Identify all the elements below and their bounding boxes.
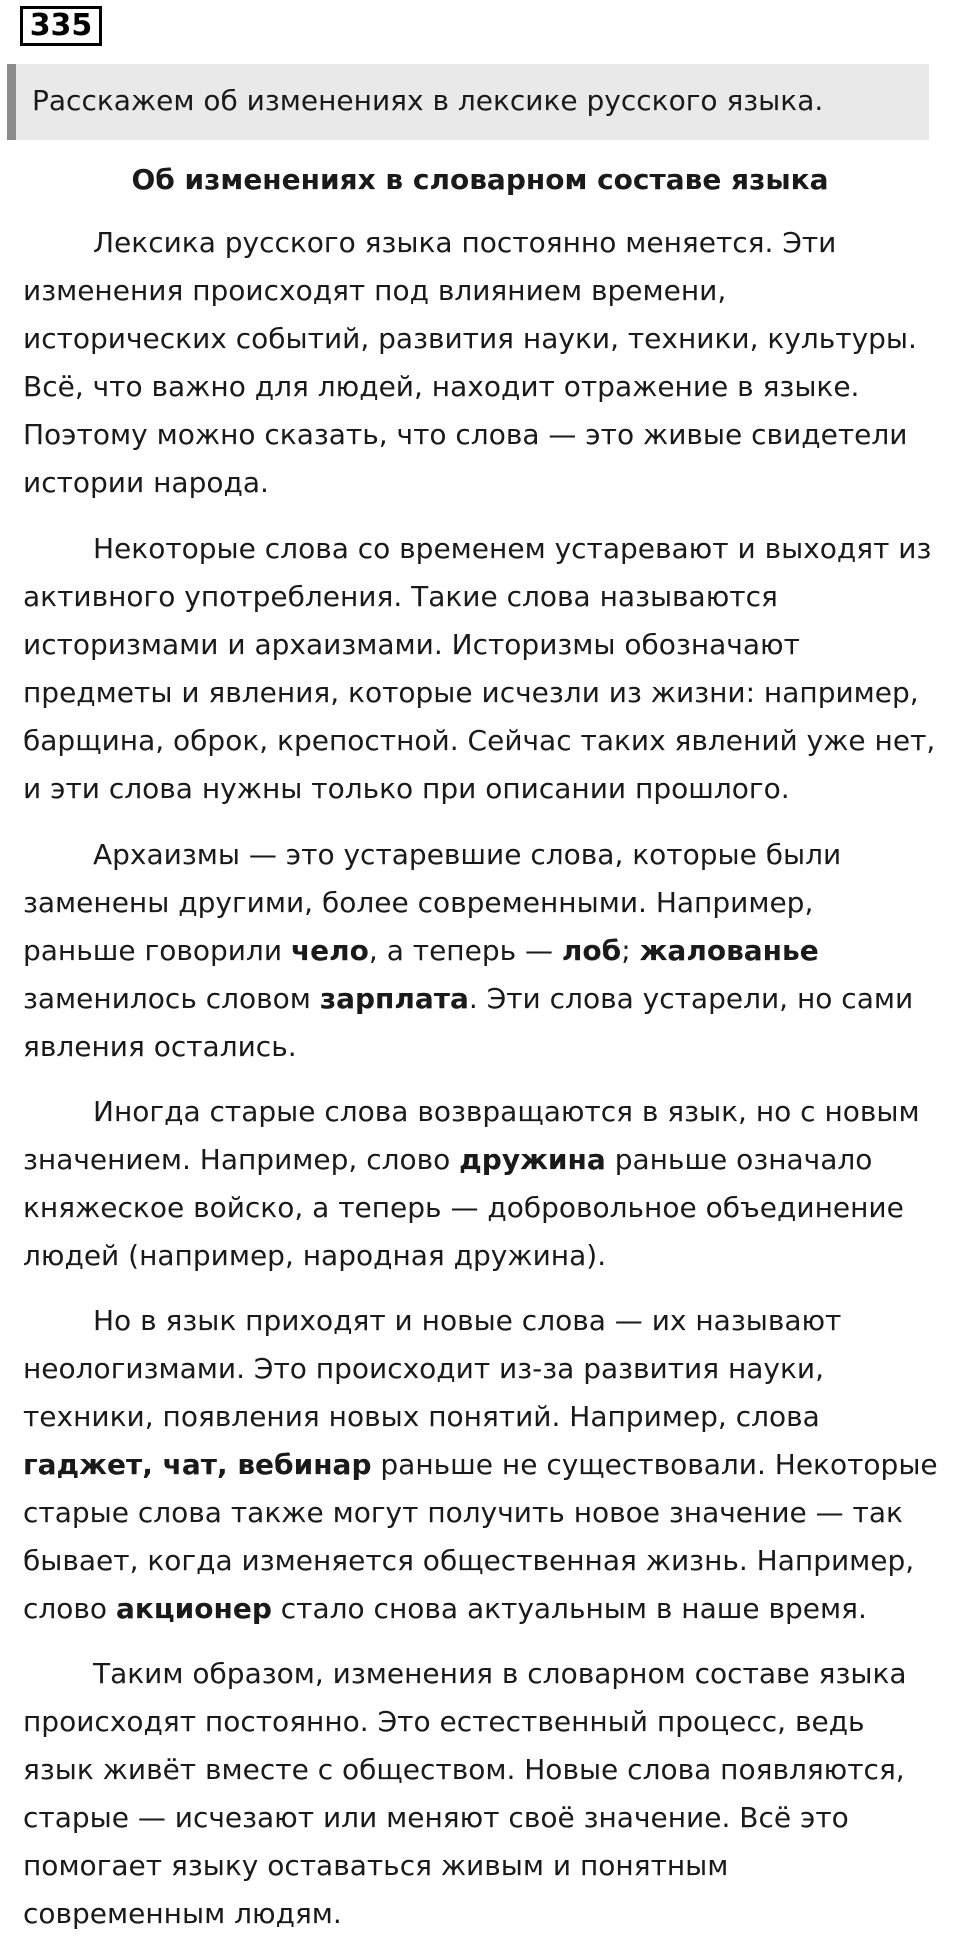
bold-term: акционер [115,1592,272,1625]
paragraph-1 [23,219,933,507]
text-line: Иногда старые слова возвращаются в язык, но с новым [93,1095,920,1128]
text-line: исторических событий, развития науки, техники, культуры. [23,322,917,355]
text-line: бывает, когда изменяется общественная жизнь. Например, [23,1544,915,1577]
paragraph-2 [23,525,936,813]
text-line: Поэтому можно сказать, что слова — это живые свидетели [23,418,908,451]
text-run: значением. Например, слово [23,1143,460,1176]
text-line: людей (например, народная дружина). [23,1239,607,1272]
text-line: происходят постоянно. Это естественный процесс, ведь [23,1705,865,1738]
task-banner [7,64,929,140]
text-line: барщина, оброк, крепостной. Сейчас таких явлений уже нет, [23,724,936,757]
paragraph-6 [23,1650,933,1938]
text-line: старые — исчезают или меняют своё значение. Всё это [23,1801,849,1834]
text-line: Таким образом, изменения в словарном составе языка [93,1657,907,1690]
bold-term: гаджет, чат, вебинар [23,1448,372,1481]
bold-term: дружина [459,1143,606,1176]
text-line: заменены другими, более современными. Например, [23,886,814,919]
text-line: Некоторые слова со временем устаревают и выходят из [93,532,932,565]
task-text: Расскажем об изменениях в лексике русского языка. [32,84,824,117]
text-line: неологизмами. Это происходит из-за развития науки, [23,1352,825,1385]
text-run: раньше означало [605,1143,873,1176]
paragraph-4 [23,1088,933,1280]
text-line: Архаизмы — это устаревшие слова, которые были [93,838,842,871]
bold-term: чело [290,934,369,967]
text-run: заменилось словом [23,982,320,1015]
text-run: стало снова актуальным в наше время. [271,1592,867,1625]
bold-term: лоб [561,934,622,967]
text-line: современным людям. [23,1897,342,1930]
text-line: язык живёт вместе с обществом. Новые слова появляются, [23,1753,905,1786]
text-line: княжеское войско, а теперь — добровольное объединение [23,1191,904,1224]
text-line: техники, появления новых понятий. Например, слова [23,1400,820,1433]
text-line: изменения происходят под влиянием времени, [23,274,727,307]
text-run: раньше говорили [23,934,291,967]
text-line: старые слова также могут получить новое значение — так [23,1496,903,1529]
text-line: помогает языку оставаться живым и понятным [23,1849,729,1882]
bold-term: зарплата [319,982,469,1015]
text-run: ; [621,934,640,967]
text-line [23,927,933,975]
text-line [23,1585,933,1633]
paragraph-5 [23,1297,938,1633]
text-line [23,975,933,1023]
text-run: слово [23,1592,116,1625]
text-run: . Эти слова устарели, но сами [468,982,914,1015]
text-line [23,1441,938,1489]
text-line: предметы и явления, которые исчезли из жизни: например, [23,676,919,709]
text-line: активного употребления. Такие слова называются [23,580,778,613]
text-run: , а теперь — [368,934,562,967]
text-line: Всё, что важно для людей, находит отражение в языке. [23,370,860,403]
exercise-number: 335 [20,6,102,46]
text-line: и эти слова нужны только при описании прошлого. [23,772,790,805]
section-heading: Об изменениях в словарном составе языка [131,163,829,196]
text-line [23,1136,933,1184]
text-line: Лексика русского языка постоянно меняется. Эти [93,226,837,259]
text-line: историзмами и архаизмами. Историзмы обозначают [23,628,800,661]
paragraph-3 [23,831,933,1071]
text-line: Но в язык приходят и новые слова — их называют [93,1304,842,1337]
bold-term: жалованье [639,934,819,967]
text-line: явления остались. [23,1030,297,1063]
text-line: истории народа. [23,466,269,499]
text-run: раньше не существовали. Некоторые [371,1448,938,1481]
